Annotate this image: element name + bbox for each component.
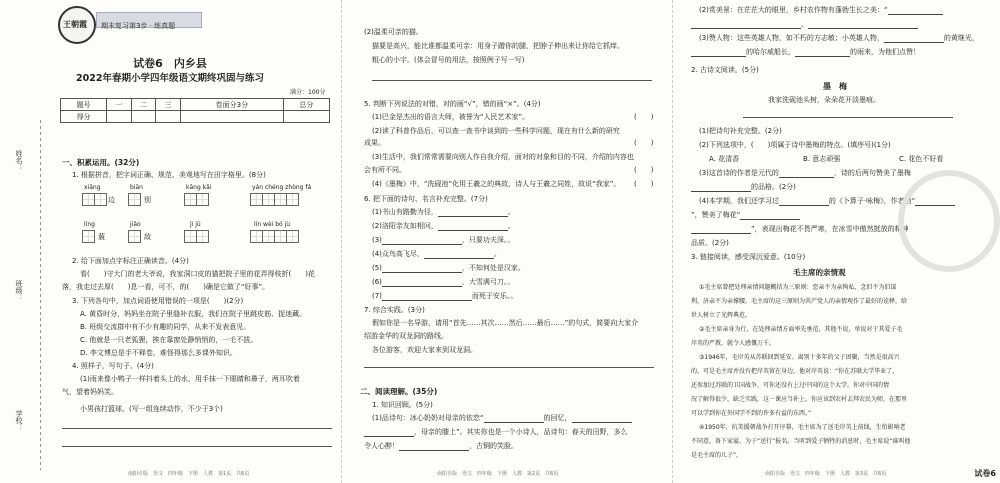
q6-item: (1)书山有路勤为径， 。 [372, 208, 515, 216]
full-score: 满分：100分 [290, 89, 326, 96]
score-cell[interactable] [131, 111, 156, 123]
q3-option[interactable]: A. 黄昏时分，妈妈坐在院子里缝补衣服，我们在院子里跳皮筋、捉迷藏。 [80, 310, 307, 318]
q6-item: (4)众鸟高飞尽， 。 [372, 250, 501, 258]
q6-prompt: 6. 把下面的诗句、名言补充完整。(7分) [364, 195, 488, 203]
answer-line[interactable] [743, 117, 953, 118]
option[interactable]: A. 花清香 [709, 155, 740, 163]
score-header: 一 [107, 99, 132, 111]
class-label: 班级： [15, 280, 23, 301]
poem-sub-q: 的品格。(2分) [691, 183, 796, 192]
q5-item: 成果。 [364, 139, 385, 147]
q6-item: (2)洛阳亲友如相问， 。 [372, 222, 515, 230]
score-header: 卷面分3分 [180, 99, 283, 111]
poem-sub-q: 品质。(2分) [691, 239, 729, 247]
brand-name: 王朝霞 [63, 20, 87, 29]
c3-line: (2)赏美景：在茫茫大的眼里，乡村农作物有蓬勃生长之美：“ [699, 6, 943, 15]
given-char: 藐 [98, 233, 105, 241]
c2-line: 猫要是高兴，能比谁都温柔可亲：用身子蹭你的腿，把脖子伸出来让你给它抓痒。 [372, 42, 624, 50]
q2-prompt: 2. 给下面加点字标注正确读音。(4分) [72, 257, 189, 265]
poem-question: 2. 古诗文阅读。(5分) [691, 66, 759, 74]
page-column-1 [0, 0, 340, 483]
answer-line[interactable] [372, 80, 652, 81]
page-footer: 南阳专版 语文 四年级 下册 人教 第1页 共6页 [128, 471, 250, 477]
q3-option[interactable]: B. 班级交流群中有不少有趣的同学，从来不发表意见。 [80, 323, 251, 331]
score-header: 总分 [283, 99, 329, 111]
q7-line: 假如你是一名导游，请用“首先……其次……然后……最后……”的句式，简要向大家介 [372, 319, 639, 327]
q2-line: 落，我走过去厚( )息一看，可不，的( )确是它做了“好事”。 [62, 283, 270, 291]
score-cell[interactable] [283, 111, 329, 123]
q5-item: 会有所不同。 [364, 166, 406, 174]
r1-line: ，母亲的膝上”。其实你也是一个小诗人，品诗句：春天的田野，多么 [364, 428, 628, 437]
pinyin: jiǎo [130, 221, 141, 228]
article-title: 毛主席的亲情观 [793, 268, 846, 277]
q7-prompt: 7. 综合实践。(3分) [364, 306, 425, 314]
q6-item: (7) 而死于安乐。。 [372, 292, 518, 300]
reading-question: 3. 链接阅读，感受深沉爱意。(10分) [691, 253, 806, 261]
poem-sub-q: (1)把诗句补充完整。(2分) [699, 127, 782, 135]
r1-line: 令人心醉！ ，古铜的笑脸。 [364, 442, 518, 450]
q4-prompt: 4. 照样子，写句子。(4分) [72, 362, 154, 370]
score-table [60, 98, 330, 123]
article-line: 不同意，备下家宴，为子“送行”报名。当听到爱子牺牲的消息时，毛主席说“谁叫他 [691, 438, 911, 445]
given-char: 边 [108, 196, 115, 204]
r1-line: (1)品诗句：冰心奶奶对母亲的依恋“ 的回忆， [372, 414, 632, 423]
writing-grid[interactable] [82, 230, 94, 243]
writing-grid[interactable] [184, 230, 208, 243]
c2-line: 粗心的小宇。(体会冒号的用法，按照例子写一写) [372, 56, 525, 64]
writing-grid[interactable] [250, 193, 298, 206]
q5-prompt: 5. 判断下列说法的对错，对的画“√”，错的画“×”。(4分) [364, 100, 541, 108]
page-footer: 南阳专版 语文 四年级 下册 人教 第2页 共6页 [437, 471, 559, 477]
article-line: ①毛主席曾把处理亲情问题概括为三原则：恋亲不为亲徇私，念旧不为旧谋 [699, 284, 897, 291]
pinyin: xiǎng [84, 184, 101, 191]
score-cell[interactable] [107, 111, 132, 123]
pinyin: biān [130, 184, 143, 191]
answer-line[interactable] [364, 367, 654, 368]
poem-sub-q: (2)下列选项中，( )项属于诗中墨梅的特点。(填序号)(1分) [699, 141, 891, 149]
paper-title: 试卷6 内乡县 [133, 57, 207, 70]
score-header: 二 [131, 99, 156, 111]
page-footer: 南阳专版 语文 四年级 下册 人教 第3页 共6页 [765, 471, 887, 477]
poem-line: 我家洗砚池头树，朵朵花开淡墨痕。 [768, 96, 880, 104]
article-line: ②毛主席亲身为行，在处理亲情方面率先垂范，其他不说，单说对于其爱子毛 [699, 326, 903, 333]
poem-sub-q: ”，表现出梅花不畏严寒，在冰雪中傲然挺放的精神 [691, 225, 909, 234]
score-header: 题号 [61, 99, 107, 111]
given-char: 敌 [144, 233, 151, 241]
school-label: 学校： [15, 410, 23, 431]
paper-subtitle: 2022年春期小学四年级语文期终巩固与练习 [76, 73, 264, 84]
q4-line: 小男孩打篮球。(写一组连续动作，不少于3个) [80, 405, 223, 413]
q6-item: (3) ，只要功夫深。。 [372, 236, 515, 244]
name-label: 姓名： [15, 150, 23, 171]
c2-line: (2)温柔可亲的猫。 [364, 28, 423, 36]
q3-option[interactable]: D. 李文博总是手不释卷，难怪得那么多课外知识。 [80, 349, 237, 357]
writing-grid[interactable] [128, 230, 140, 243]
page-column-2 [341, 0, 671, 483]
banner-text: 期末复习第3步 · 练真题 [101, 22, 176, 30]
option[interactable]: B. 意志顽强 [803, 155, 841, 163]
article-line: 岸英的严教，就令人感慨万千。 [691, 340, 776, 347]
answer-line[interactable] [62, 446, 332, 447]
writing-grid[interactable] [250, 230, 298, 243]
pinyin: kāng kǎi [186, 184, 212, 191]
section-2-heading: 二、阅读理解。(35分) [360, 387, 438, 396]
c3-line: (3)赞人物：这些英雄人物，如不朽的方志敏；小英雄人物， 的黄继光， [699, 34, 979, 42]
watermark-stamp-icon [898, 170, 1000, 272]
article-line: ③1946年，毛岸英从苏联回到延安。离别十多年的父子团聚，当然是很高兴 [699, 354, 900, 361]
r1-prompt: 1. 知识回顾。(5分) [372, 401, 433, 409]
article-line: 还参加过苏联的卫国战争，可你还没有上过中国的这个大学。你对中国的情 [691, 382, 890, 389]
brand-logo [58, 6, 96, 44]
article-line: 可以学到你在外国学不到的许多有益的东西。” [691, 410, 812, 417]
writing-grid[interactable] [128, 193, 140, 206]
writing-grid[interactable] [184, 193, 208, 206]
pinyin: yán chéng zhòng fá [252, 184, 312, 191]
q7-line: 各位游客，欢迎大家来到双龙洞。 [372, 346, 477, 354]
article-line: 的。可是毛主席并没有把岸英留在身边。他对岸英说：“你在苏联大学毕业了， [691, 368, 899, 375]
judge-bracket[interactable]: ( ) [634, 139, 654, 147]
poem-title: 墨 梅 [823, 82, 847, 91]
article-line: 世人树立了光辉典范。 [691, 312, 752, 319]
judge-bracket[interactable]: ( ) [634, 166, 654, 174]
writing-grid[interactable] [82, 193, 106, 206]
article-line: 况了解得很少，缺乏实践，这一课应当补上。你应该到农村去拜农民为师，在那里 [691, 396, 908, 403]
article-line: ④1950年，抗美援朝战争打开序幕，毛主席为了送毛岸英上前线，生怕影响老 [699, 424, 906, 431]
poem-sub-q: (4)本学期，我们还学习过 的《卜算子·咏梅》，作者借“ [699, 197, 955, 206]
answer-line[interactable] [62, 428, 332, 429]
score-row-label: 得分 [61, 111, 107, 123]
section-1-heading: 一、积累运用。(32分) [62, 158, 140, 167]
q5-item: (1)巴金是杰出的语言大师，被誉为“人民艺术家”。 [372, 113, 530, 121]
judge-bracket[interactable]: ( ) [634, 113, 654, 121]
given-char: 别 [144, 196, 151, 204]
q5-item: (3)生活中，我们常常需要向别人作自我介绍，面对的对象和目的不同，介绍的内容也 [372, 153, 634, 161]
pinyin: jì jū [190, 221, 201, 228]
c3-line: ， [691, 20, 918, 29]
article-line: 利，济亲不为亲撑腰。毛主席的这三原则为共产党人的亲情观作了最好的诠释，给 [691, 298, 908, 305]
pinyin: lín wèi bó jù [254, 221, 291, 228]
score-cell[interactable] [180, 111, 283, 123]
q5-item: (2)读了科普作品后，可以查一查书中谈到的一些科学问题，现在有什么新的研究 [372, 127, 620, 135]
review-banner [96, 12, 202, 28]
q4-line: (1)雨来像小鸭子一样抖着头上的水，用手抹一下眼睛和鼻子，两耳吹着 [80, 375, 300, 383]
q1-prompt: 1. 根据拼音，把字词正确、规范、美观地写在田字格里。(8分) [72, 171, 266, 179]
option[interactable]: C. 花色不好看 [899, 155, 944, 163]
q7-line: 绍游金华的双龙洞的路线。 [364, 332, 448, 340]
q2-line: 看( )守大门的老大爷说，我家洞口皮的猫把院子里的花弄得枝折( )花 [80, 270, 315, 278]
q3-option[interactable]: C. 他就是一只老狐狸，挨在靠窗处静悄悄的，一毛不拔。 [80, 336, 258, 344]
q3-prompt: 3. 下列各句中，加点词语使用错误的一项是( )(2分) [72, 297, 244, 305]
paper-badge: 试卷6 [974, 469, 996, 478]
q4-line: 气，望着妈妈笑。 [62, 388, 118, 396]
c3-line: 的哈尔威船长， 的雨来，为他们点赞！ [691, 48, 920, 57]
poem-sub-q: (3)这首诗的作者是元代的 ，诗的后两句赞美了墨梅 [699, 169, 911, 177]
q6-item: (5) ，不知何处是汉家。 [372, 264, 525, 272]
pinyin: líng [84, 221, 95, 228]
score-cell[interactable] [156, 111, 181, 123]
judge-bracket[interactable]: ( ) [634, 180, 654, 188]
score-header: 三 [156, 99, 181, 111]
q5-item: (4)《墨梅》中，“洗砚池”化用王羲之的典故，诗人与王羲之同姓，故说“我家”。 [372, 180, 621, 188]
poem-sub-q: ”，赞美了梅花“ [691, 211, 800, 220]
binding-line [40, 120, 41, 470]
q6-item: (6) ，大雪满弓刀。。 [372, 278, 515, 286]
article-line: 是毛主席的儿子”。 [691, 452, 743, 459]
